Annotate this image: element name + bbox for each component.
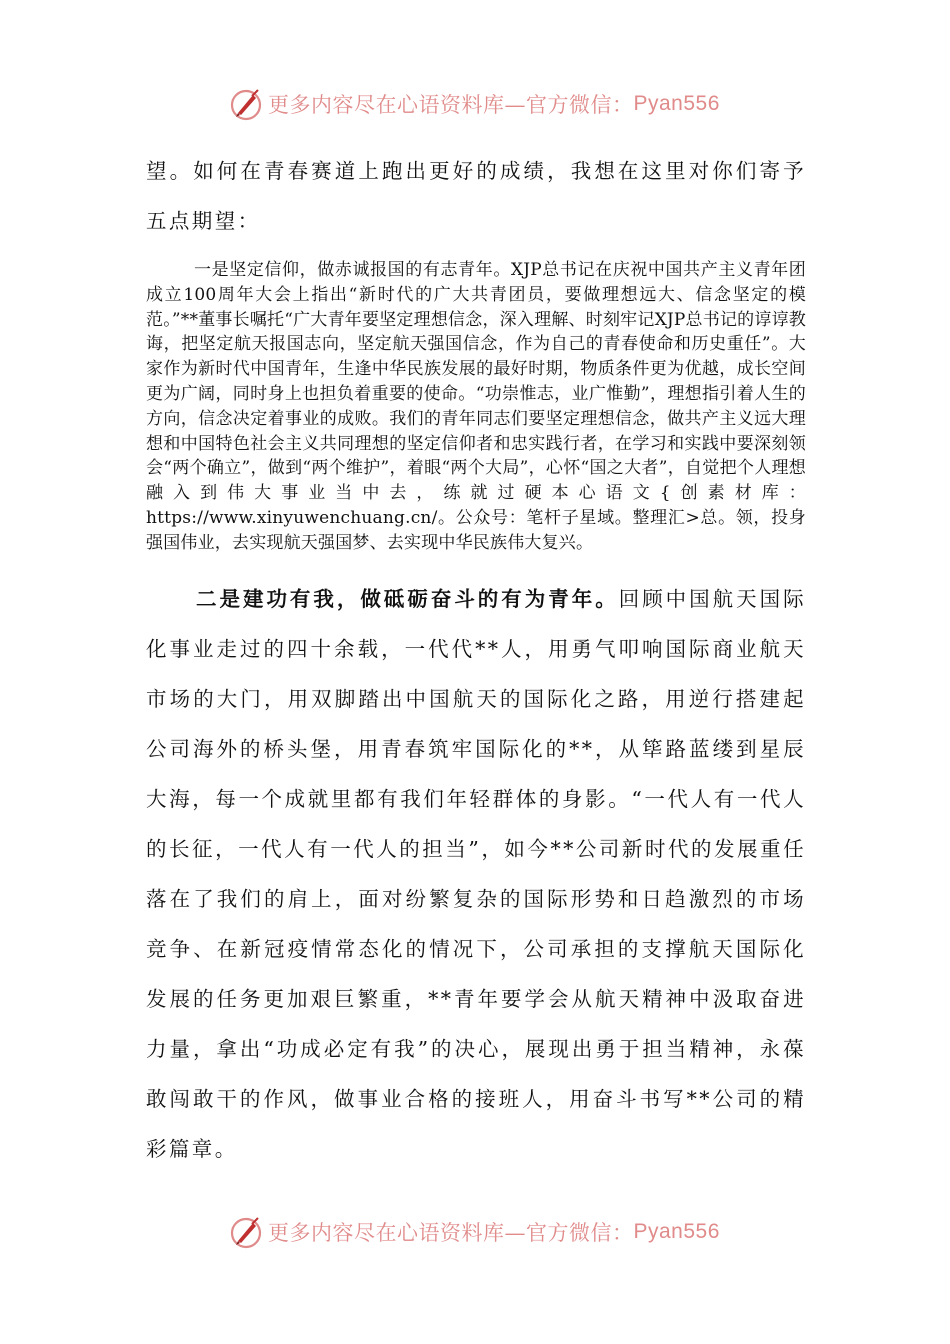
document-body [146,146,806,1174]
paragraph-1: 一是坚定信仰，做赤诚报国的有志青年。XJP总书记在庆祝中国共产主义青年团成立100周年大会上指出“新时代的广大共青团员，要做理想远大、信念坚定的模范。”**董事长嘱托“广大青年要坚定理想信念，深入理解、时刻牢记XJP总书记的谆谆教诲，把坚定航天报国志向，坚定航天强国信念，作为自己的青春使命和历史重任”。大家作为新时代中国青年，生逢中华民族发展的最好时期，物质条件更为优越，成长空间更为广阔，同时身上也担负着重要的使命。“功崇惟志，业广惟勤”，理想指引着人生的方向，信念决定着事业的成败。我们的青年同志们要坚定理想信念，做共产主义远大理想和中国特色社会主义共同理想的坚定信仰者和忠实践行者，在学习和实践中要深刻领会“两个确立”，做到“两个维护”，着眼“两个大局”，心怀“国之大者”，自觉把个人理想融入到伟大事业当中去，练就过硬本心语文{创素材库：https://www.xinyuwenchuang.cn/。公众号：笔杆子星域。整理汇>总。领，投身强国伟业，去实现航天强国梦、去实现中华民族伟大复兴。 [146,260,806,553]
paragraph-2-heading: 二是建功有我，做砥砺奋斗的有为青年。 [196,586,619,611]
paragraph-2 [146,574,806,1174]
header-site-text: 更多内容尽在心语资料库—官方微信： [268,93,634,117]
paragraph-2-text: 回顾中国航天国际化事业走过的四十余载，一代代**人，用勇气叩响国际商业航天市场的大门，用双脚踏出中国航天的国际化之路，用逆行搭建起公司海外的桥头堡，用青春筑牢国际化的**，从筚路蓝缕到星辰大海，每一个成就里都有我们年轻群体的身影。“一代人有一代人的长征，一代人有一代人的担当”，如今**公司新时代的发展重任落在了我们的肩上，面对纷繁复杂的国际形势和日趋激烈的市场竞争、在新冠疫情常态化的情况下，公司承担的支撑航天国际化发展的任务更加艰巨繁重，**青年要学会从航天精神中汲取奋进力量，拿出“功成必定有我”的决心，展现出勇于担当精神，永葆敢闯敢干的作风，做事业合格的接班人，用奋斗书写**公司的精彩篇章。 [146,586,807,1161]
footer-site-text: 更多内容尽在心语资料库—官方微信： [268,1221,634,1245]
header-banner [228,84,748,124]
header-wechat-id: Pyan556 [633,92,720,115]
intro-paragraph: 望。如何在青春赛道上跑出更好的成绩，我想在这里对你们寄予五点期望： [146,159,806,233]
footer-wechat-id: Pyan556 [633,1220,720,1243]
footer-banner [228,1212,748,1252]
pen-logo-icon [228,1214,264,1250]
pen-logo-icon [228,86,264,122]
